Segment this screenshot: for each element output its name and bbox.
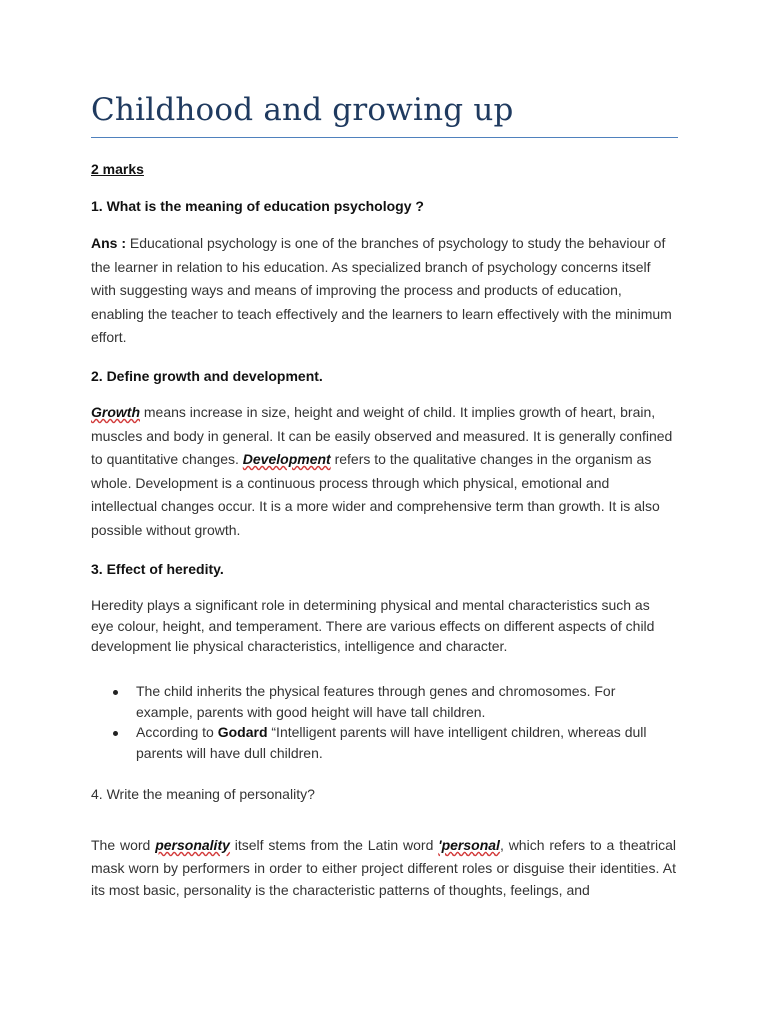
ans-label: Ans :: [91, 235, 126, 251]
marks-label: 2 marks: [91, 161, 144, 177]
answer-1-text: Educational psychology is one of the branches of psychology to study the behaviour of the learner in relation to his education. As specialized branch of psychology concerns itself with suggesting ways and means of improving the process and products of education, enabling the teacher to teach effectively and the learners to learn effectively with the minimum effort.: [91, 235, 672, 345]
bullet-icon: [113, 731, 118, 736]
term-personality: personality: [155, 837, 230, 853]
answer-4-text-3: , which refers to a theatrical mask worn by performers in order to either project different roles or disguise their identities. At its most basic, personality is the characteristic patterns of thoughts, feelings, and: [91, 837, 676, 898]
bullet-2-prefix: According to: [136, 724, 218, 740]
term-personal: 'personal: [438, 837, 500, 853]
bullet-icon: [113, 690, 118, 695]
godard-name: Godard: [217, 724, 268, 740]
answer-2: [91, 401, 676, 542]
answer-4-text-2: itself stems from the Latin word: [229, 837, 439, 853]
title-underline: [91, 137, 678, 138]
list-item: [109, 722, 669, 763]
question-3: 3. Effect of heredity.: [91, 561, 224, 577]
marks-heading: [91, 161, 676, 177]
question-4: 4. Write the meaning of personality?: [91, 786, 315, 802]
answer-1: [91, 232, 676, 350]
question-2: 2. Define growth and development.: [91, 368, 323, 384]
bullet-2-text: “Intelligent parents will have intelligent children, whereas dull parents will have dull children.: [136, 724, 647, 761]
answer-4: [91, 834, 676, 902]
term-growth: Growth: [91, 404, 140, 420]
answer-2-text-2: refers to the qualitative changes in the organism as whole. Development is a continuous process through which physical, emotional and intellectual changes occur. It is a more wider and comprehensive term than growth. It is also possible without growth.: [91, 451, 660, 538]
answer-3-paragraph: Heredity plays a significant role in determining physical and mental characteristics such as eye colour, height, and temperament. There are various effects on different aspects of child development lie physical characteristics, intelligence and character.: [91, 597, 655, 654]
answer-2-text-1: means increase in size, height and weight of child. It implies growth of heart, brain, muscles and body in general. It can be easily observed and measured. It is generally confined to quantitative changes.: [91, 404, 673, 467]
answer-4-text-1: The word: [91, 837, 156, 853]
term-development: Development: [242, 451, 331, 467]
bullet-1-text: The child inherits the physical features through genes and chromosomes. For example, parents with good height will have tall children.: [136, 683, 616, 720]
heredity-bullet-list: [109, 681, 669, 763]
page-title: Childhood and growing up: [91, 92, 514, 128]
question-1: 1. What is the meaning of education psychology ?: [91, 198, 424, 214]
list-item: [109, 681, 669, 722]
